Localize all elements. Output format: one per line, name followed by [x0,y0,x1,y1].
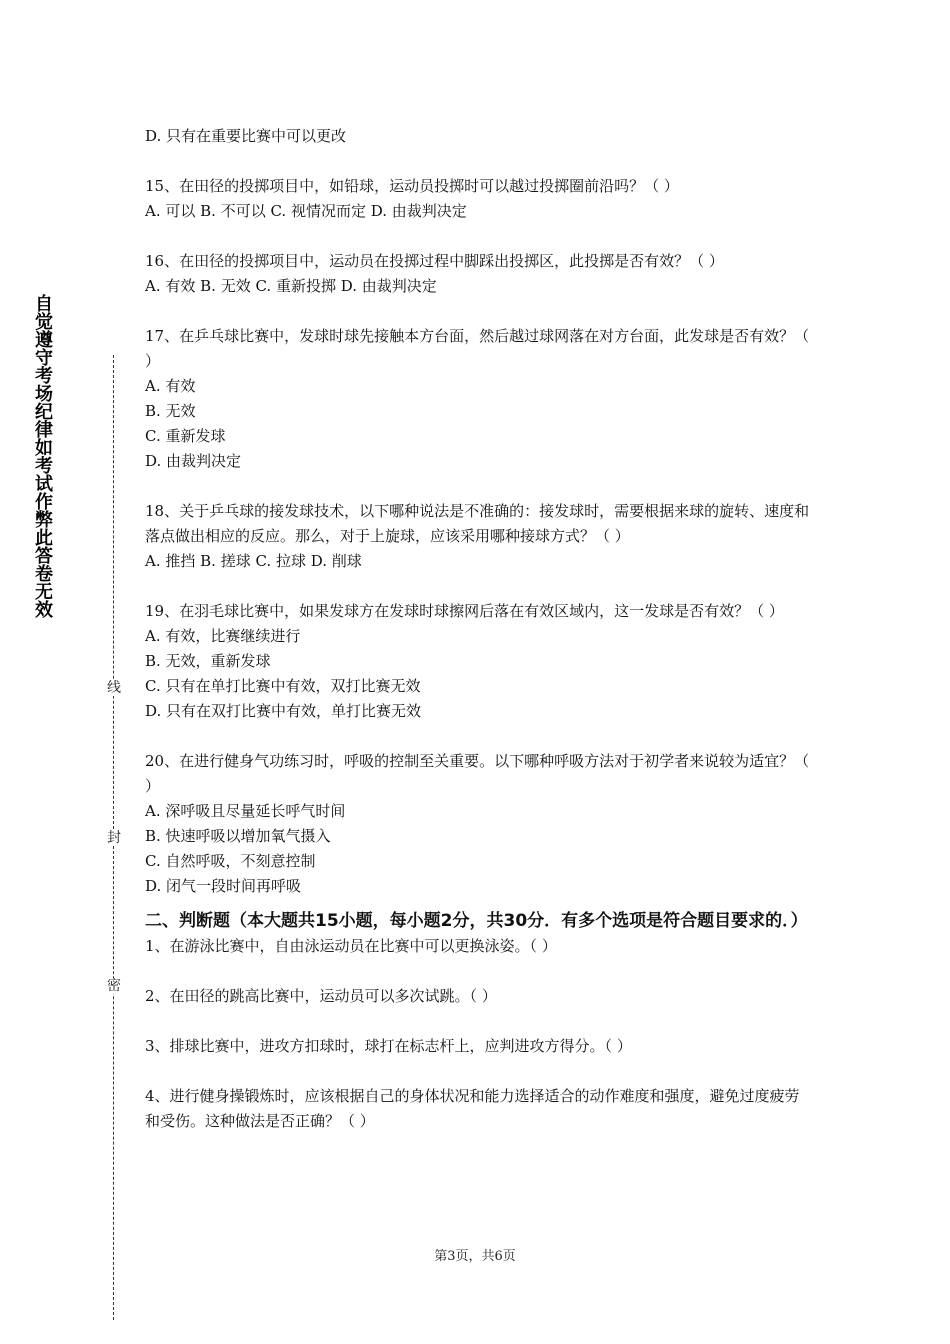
tf-item-3: 3、排球比赛中，进攻方扣球时，球打在标志杆上，应判进攻方得分。（ ） [145,1037,632,1055]
exam-discipline-notice: 自觉遵守考场纪律如考试作弊此答卷无效 [32,294,53,618]
question-stem: 19、在羽毛球比赛中，如果发球方在发球时球擦网后落在有效区域内，这一发球是否有效？（ ） [145,602,784,620]
question-stem: 16、在田径的投掷项目中，运动员在投掷过程中脚踩出投掷区，此投掷是否有效？（ ） [145,252,724,270]
option-c: C. 自然呼吸，不刻意控制 [145,852,316,870]
option-d: D. 只有在双打比赛中有效，单打比赛无效 [145,702,422,720]
binding-label-line: 线 [107,680,121,696]
option-b: B. 快速呼吸以增加氧气摄入 [145,827,331,845]
option-d: D. 闭气一段时间再呼吸 [145,877,302,895]
question-17 [145,324,810,474]
exam-content [145,124,810,1134]
question-stem: 18、关于乒乓球的接发球技术，以下哪种说法是不准确的：接发球时，需要根据来球的旋转、速度和落点做出相应的反应。那么，对于上旋球，应该采用哪种接球方式？（ ） [145,502,810,545]
option-a: A. 深呼吸且尽量延长呼气时间 [145,802,346,820]
question-stem: 15、在田径的投掷项目中，如铅球，运动员投掷时可以越过投掷圈前沿吗？（ ） [145,177,679,195]
question-19 [145,599,810,724]
binding-label-secret: 密 [107,978,121,994]
option-a: A. 有效，比赛继续进行 [145,627,301,645]
binding-label-seal: 封 [107,830,121,846]
section-title-true-false: 二、判断题（本大题共15小题，每小题2分，共30分．有多个选项是符合题目要求的．） [145,911,808,931]
question-20 [145,749,810,899]
tf-item-2: 2、在田径的跳高比赛中，运动员可以多次试跳。（ ） [145,987,497,1005]
option-b: B. 无效，重新发球 [145,652,271,670]
option-a: A. 有效 [145,377,196,395]
option-c: C. 重新发球 [145,427,226,445]
option-b: B. 无效 [145,402,196,420]
question-16 [145,249,810,299]
question-18 [145,499,810,574]
option-d: D. 由裁判决定 [145,452,242,470]
page-number: 第3页，共6页 [434,1249,516,1264]
question-options: A. 推挡 B. 搓球 C. 拉球 D. 削球 [145,552,362,570]
question-options: A. 可以 B. 不可以 C. 视情况而定 D. 由裁判决定 [145,202,467,220]
option-carryover: D. 只有在重要比赛中可以更改 [145,127,347,145]
tf-item-4: 4、进行健身操锻炼时，应该根据自己的身体状况和能力选择适合的动作难度和强度，避免过度疲劳和受伤。这种做法是否正确？（ ） [145,1087,800,1130]
option-c: C. 只有在单打比赛中有效，双打比赛无效 [145,677,421,695]
question-stem: 17、在乒乓球比赛中，发球时球先接触本方台面，然后越过球网落在对方台面，此发球是否有效？（ ） [145,327,810,370]
question-15 [145,174,810,224]
tf-item-1: 1、在游泳比赛中，自由泳运动员在比赛中可以更换泳姿。（ ） [145,937,557,955]
question-options: A. 有效 B. 无效 C. 重新投掷 D. 由裁判决定 [145,277,437,295]
question-stem: 20、在进行健身气功练习时，呼吸的控制至关重要。以下哪种呼吸方法对于初学者来说较为适宜？（ ） [145,752,810,795]
